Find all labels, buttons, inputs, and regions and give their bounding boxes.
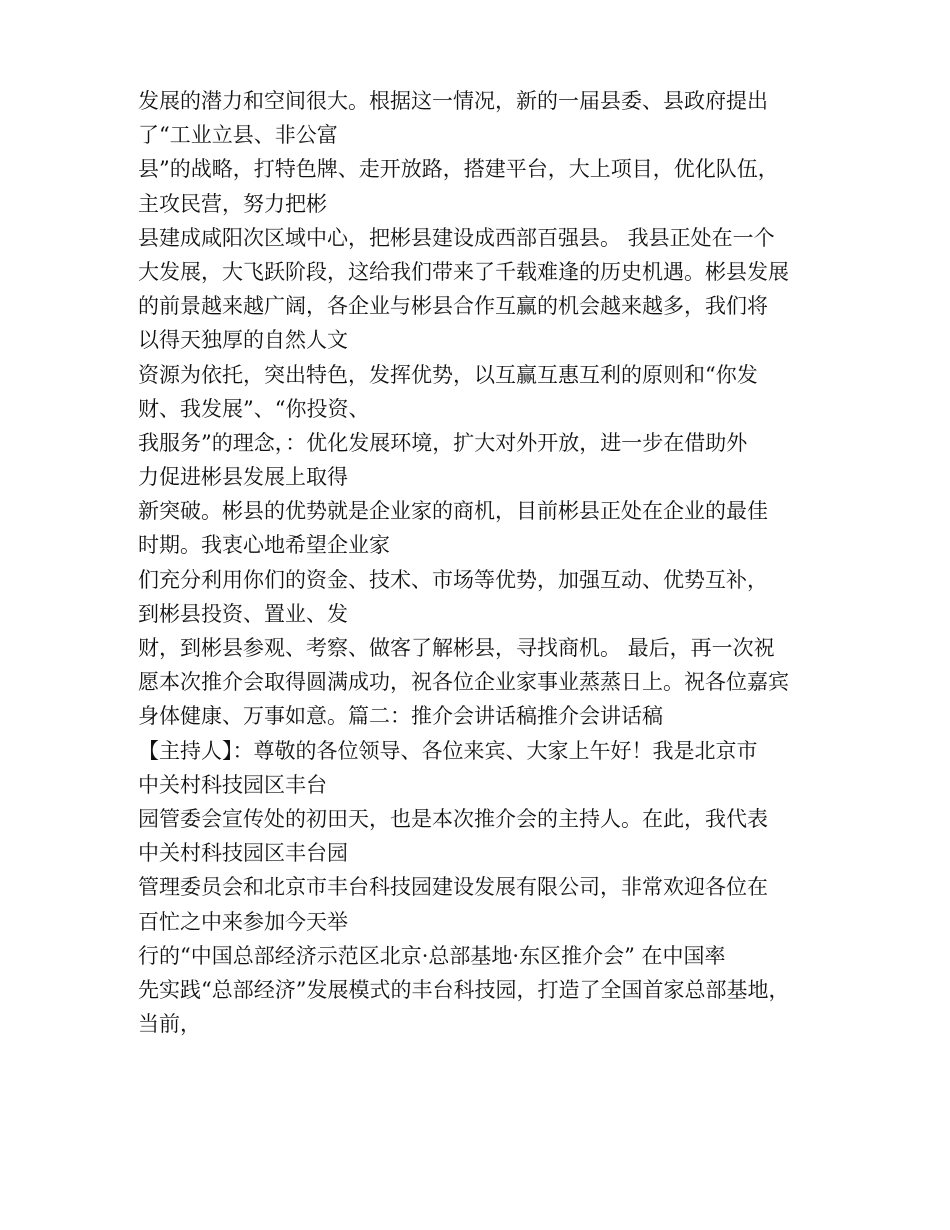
text-line: 中关村科技园区丰台园 — [138, 841, 348, 866]
text-line: 们充分利用你们的资金、技术、市场等优势，加强互动、优势互补， — [138, 567, 768, 592]
text-line: 当前， — [138, 1012, 201, 1037]
text-line: 身体健康、万事如意。篇二：推介会讲话稿推介会讲话稿 — [138, 704, 663, 729]
text-line: 发展的潜力和空间很大。根据这一情况，新的一届县委、县政府提出 — [138, 89, 768, 113]
text-line: 县建成咸阳次区域中心，把彬县建设成西部百强县。 我县正处在一个 — [138, 225, 775, 250]
body-text — [138, 84, 838, 1041]
text-line: 愿本次推介会取得圆满成功，祝各位企业家事业蒸蒸日上。祝各位嘉宾 — [138, 670, 789, 695]
text-line: 以得天独厚的自然人文 — [138, 328, 348, 353]
text-line: 中关村科技园区丰台 — [138, 772, 327, 797]
text-line: 行的“中国总部经济示范区北京·总部基地·东区推介会” 在中国率 — [138, 943, 726, 968]
text-line: 新突破。彬县的优势就是企业家的商机，目前彬县正处在企业的最佳 — [138, 499, 768, 524]
text-line: 主攻民营，努力把彬 — [138, 191, 327, 216]
text-line: 百忙之中来参加今天举 — [138, 909, 348, 934]
text-line: 了“工业立县、非公富 — [138, 123, 338, 148]
text-line: 到彬县投资、置业、发 — [138, 601, 348, 626]
text-line: 管理委员会和北京市丰台科技园建设发展有限公司，非常欢迎各位在 — [138, 875, 768, 900]
text-line: 县”的战略，打特色牌、走开放路，搭建平台，大上项目，优化队伍， — [138, 157, 779, 182]
text-line: 【主持人】：尊敬的各位领导、各位来宾、大家上午好！我是北京市 — [138, 738, 758, 763]
text-line: 资源为依托，突出特色，发挥优势，以互赢互惠互利的原则和“你发 — [138, 362, 758, 387]
text-line: 先实践“总部经济”发展模式的丰台科技园，打造了全国首家总部基地， — [138, 977, 790, 1002]
text-line: 时期。我衷心地希望企业家 — [138, 533, 390, 558]
text-line: 的前景越来越广阔，各企业与彬县合作互赢的机会越来越多，我们将 — [138, 294, 768, 319]
text-line: 大发展，大飞跃阶段，这给我们带来了千载难逢的历史机遇。彬县发展 — [138, 259, 789, 284]
text-line: 园管委会宣传处的初田天，也是本次推介会的主持人。在此，我代表 — [138, 806, 768, 831]
text-line: 我服务”的理念，：优化发展环境，扩大对外开放，进一步在借助外 — [138, 430, 748, 455]
text-line: 力促进彬县发展上取得 — [138, 465, 348, 490]
text-line: 财、我发展”、“你投资、 — [138, 396, 370, 421]
text-line: 财，到彬县参观、考察、做客了解彬县，寻找商机。 最后，再一次祝 — [138, 636, 775, 660]
